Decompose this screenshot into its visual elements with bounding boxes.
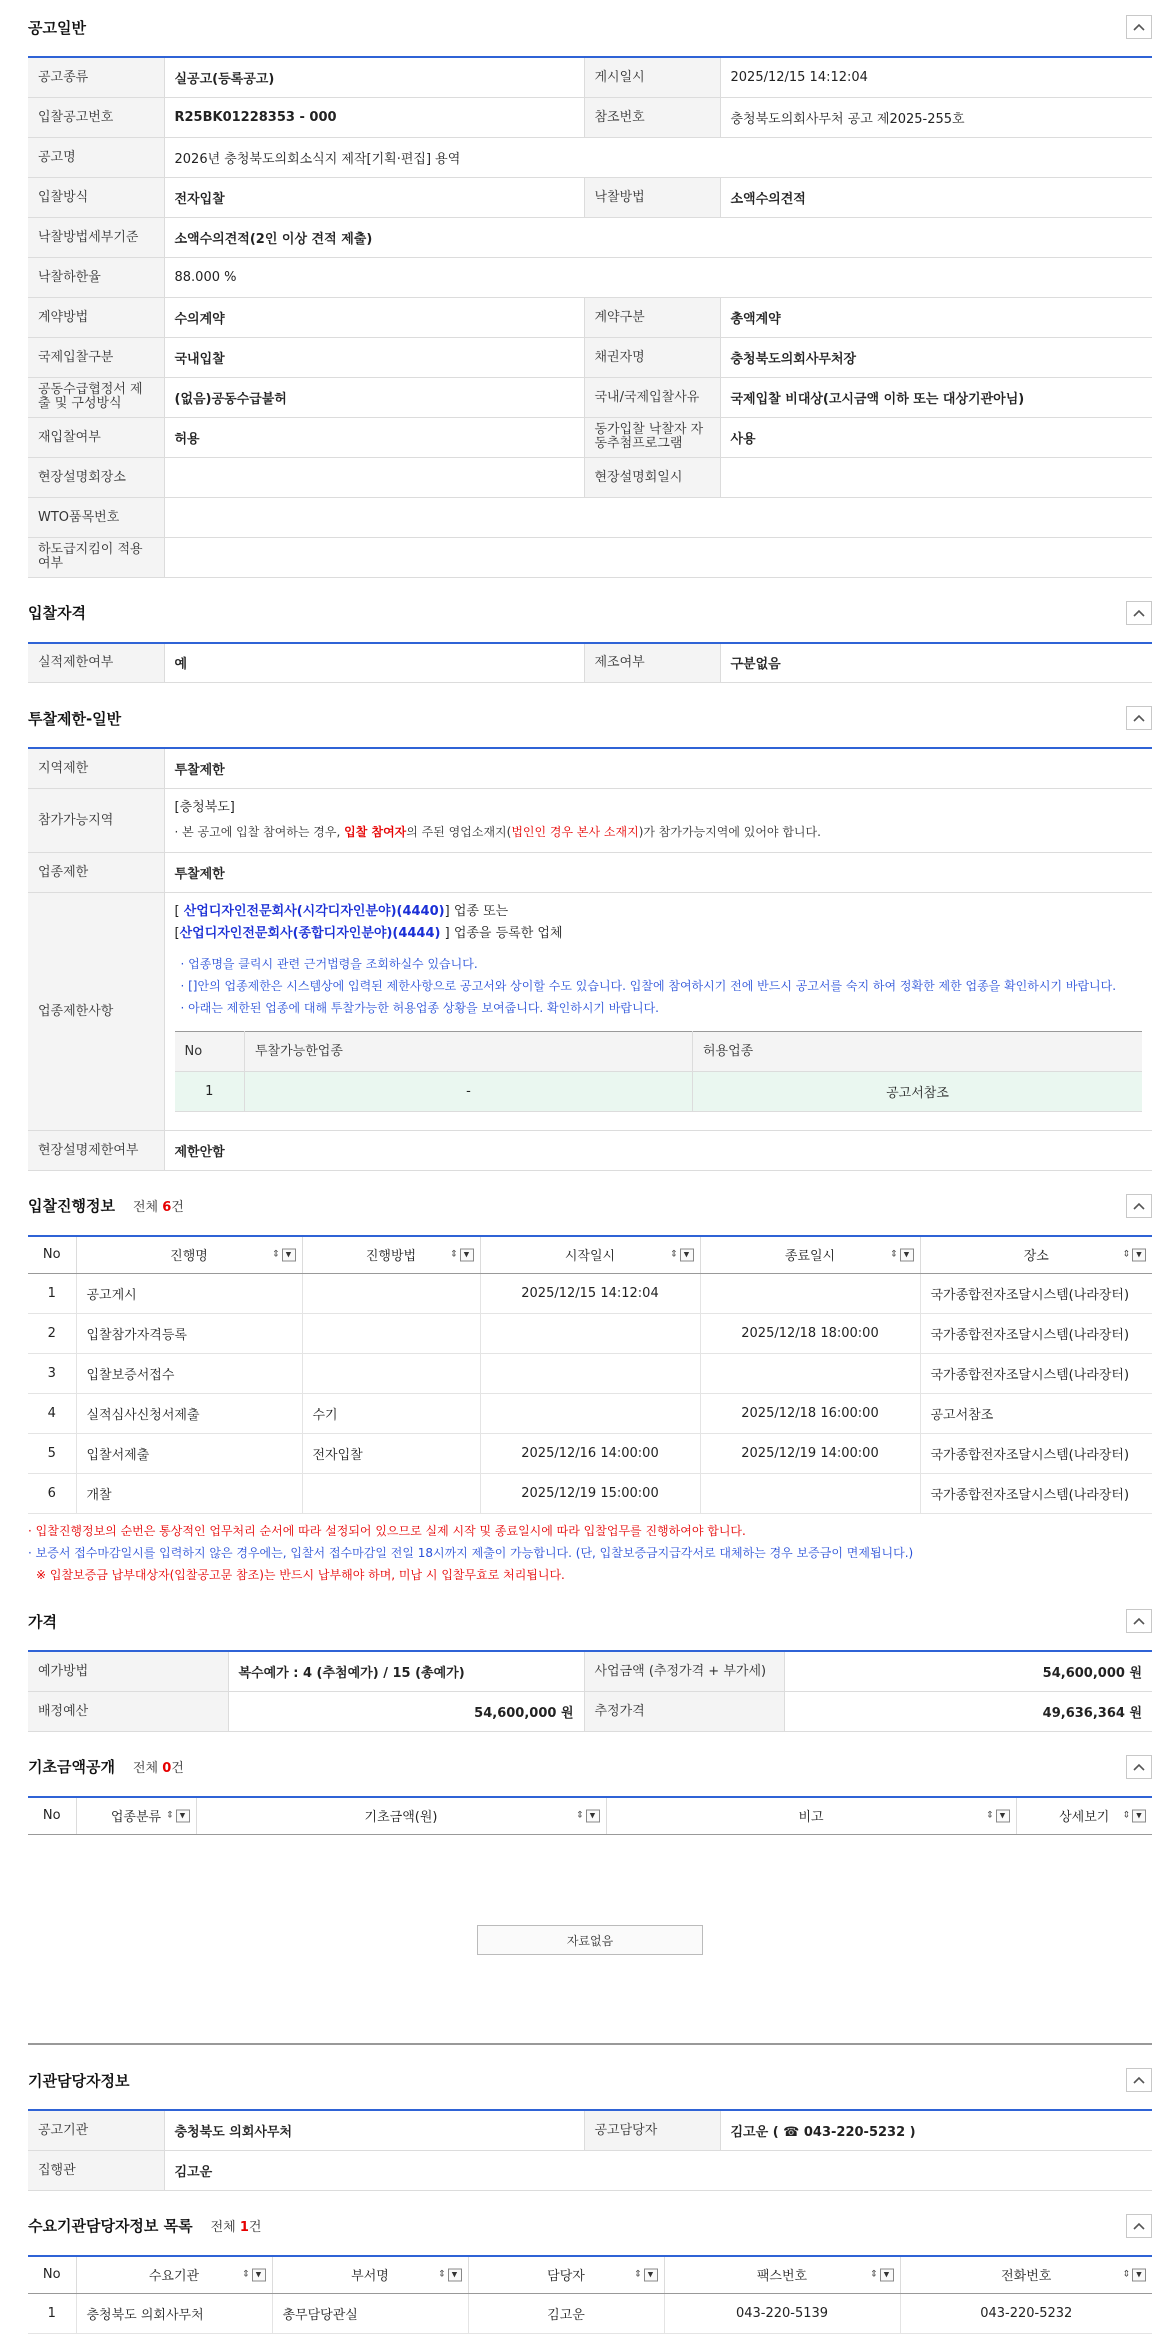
value-cell: 실공고(등록공고) bbox=[164, 57, 584, 97]
info-row bbox=[28, 417, 1152, 457]
filter-dropdown-icon[interactable]: ▼ bbox=[448, 2268, 462, 2281]
column-header-label: 부서명 bbox=[351, 2269, 389, 2284]
detail-cell bbox=[164, 892, 1152, 1130]
sort-controls bbox=[634, 2268, 658, 2281]
agency-table bbox=[28, 2109, 1152, 2191]
value-cell: 허용 bbox=[164, 417, 584, 457]
collapse-price-button[interactable] bbox=[1126, 1609, 1152, 1633]
count-text bbox=[133, 1761, 184, 1776]
value-cell: 사용 bbox=[720, 417, 1152, 457]
table-cell: 김고운 bbox=[468, 2294, 664, 2334]
chevron-up-icon bbox=[1133, 1763, 1145, 1771]
label-cell: 예가방법 bbox=[28, 1651, 228, 1691]
note-item: · 업종명을 클릭시 관련 근거법령을 조회하실수 있습니다. bbox=[181, 953, 1143, 975]
table-row[interactable] bbox=[28, 1394, 1152, 1434]
sort-controls bbox=[890, 1248, 914, 1261]
table-cell: 2025/12/18 16:00:00 bbox=[700, 1394, 920, 1434]
label-cell: 현장설명회일시 bbox=[584, 457, 720, 497]
column-header-label: 시작일시 bbox=[565, 1249, 615, 1264]
sort-controls bbox=[576, 1809, 600, 1822]
column-header[interactable] bbox=[900, 2256, 1152, 2294]
sort-controls bbox=[450, 1248, 474, 1261]
sort-icon[interactable]: ⇕ bbox=[450, 1250, 458, 1259]
cell: 1 bbox=[175, 1071, 245, 1111]
column-header[interactable] bbox=[920, 1236, 1152, 1274]
no-data-box: 자료없음 bbox=[477, 1925, 703, 1955]
sort-controls bbox=[870, 2268, 894, 2281]
column-header[interactable] bbox=[76, 2256, 272, 2294]
sort-controls bbox=[1122, 1248, 1146, 1261]
industry-line: [산업디자인전문회사(종합디자인분야)(4444) ] 업종을 등록한 업체 bbox=[175, 923, 1143, 945]
table-cell bbox=[302, 1274, 480, 1314]
table-cell: 입찰참가자격등록 bbox=[76, 1314, 302, 1354]
count-prefix: 전체 bbox=[211, 2220, 240, 2235]
table-cell: 공고서참조 bbox=[920, 1394, 1152, 1434]
label-cell: 업종제한 bbox=[28, 852, 164, 892]
restriction-title: 투찰제한-일반 bbox=[28, 708, 121, 729]
demand-table bbox=[28, 2255, 1152, 2334]
title-text: 입찰진행정보 bbox=[28, 1197, 115, 1215]
filter-dropdown-icon[interactable]: ▼ bbox=[282, 1248, 296, 1261]
value-cell: R25BK01228353 - 000 bbox=[164, 97, 584, 137]
collapse-restriction-button[interactable] bbox=[1126, 706, 1152, 730]
note-text: · 본 공고에 입찰 참여하는 경우, bbox=[175, 825, 345, 839]
value-cell: 국제입찰 비대상(고시금액 이하 또는 대상기관아님) bbox=[720, 377, 1152, 417]
table-cell: 실적심사신청서제출 bbox=[76, 1394, 302, 1434]
sort-icon[interactable]: ⇕ bbox=[1122, 2270, 1130, 2279]
sort-icon[interactable]: ⇕ bbox=[166, 1811, 174, 1820]
column-header[interactable] bbox=[272, 2256, 468, 2294]
table-cell: 2025/12/19 14:00:00 bbox=[700, 1434, 920, 1474]
label-cell: 추정가격 bbox=[584, 1691, 784, 1731]
collapse-base-amount-button[interactable] bbox=[1126, 1755, 1152, 1779]
label-cell: 국제입찰구분 bbox=[28, 337, 164, 377]
collapse-general-button[interactable] bbox=[1126, 15, 1152, 39]
table-cell bbox=[700, 1274, 920, 1314]
column-header[interactable] bbox=[76, 1236, 302, 1274]
count-text bbox=[133, 1200, 184, 1215]
column-header-label: 담당자 bbox=[547, 2269, 585, 2284]
demand-section-header bbox=[28, 2209, 1152, 2243]
info-row bbox=[28, 297, 1152, 337]
table-cell: 국가종합전자조달시스템(나라장터) bbox=[920, 1474, 1152, 1514]
table-cell: 충청북도 의회사무처 bbox=[76, 2294, 272, 2334]
label-cell: 공고기관 bbox=[28, 2110, 164, 2150]
filter-dropdown-icon[interactable]: ▼ bbox=[880, 2268, 894, 2281]
column-header[interactable] bbox=[468, 2256, 664, 2294]
base-amount-title bbox=[28, 1756, 184, 1777]
chevron-up-icon bbox=[1133, 23, 1145, 31]
sort-controls bbox=[166, 1809, 190, 1822]
count-value: 6 bbox=[162, 1200, 171, 1215]
table-cell: 공고게시 bbox=[76, 1274, 302, 1314]
label-cell: 공고담당자 bbox=[584, 2110, 720, 2150]
collapse-demand-button[interactable] bbox=[1126, 2214, 1152, 2238]
sort-icon[interactable]: ⇕ bbox=[670, 1250, 678, 1259]
sort-controls bbox=[1122, 2268, 1146, 2281]
table-cell bbox=[480, 1314, 700, 1354]
value-cell bbox=[164, 497, 1152, 537]
count-value: 1 bbox=[240, 2220, 249, 2235]
label-cell: 하도급지킴이 적용여부 bbox=[28, 537, 164, 577]
column-header[interactable] bbox=[1016, 1797, 1152, 1835]
title-text: 기초금액공개 bbox=[28, 1758, 115, 1776]
value-cell: 국내입찰 bbox=[164, 337, 584, 377]
price-table bbox=[28, 1650, 1152, 1732]
chevron-up-icon bbox=[1133, 1202, 1145, 1210]
column-header[interactable] bbox=[302, 1236, 480, 1274]
agency-section-header bbox=[28, 2063, 1152, 2097]
restriction-table bbox=[28, 747, 1152, 1171]
info-row bbox=[28, 97, 1152, 137]
label-cell: 낙찰방법세부기준 bbox=[28, 217, 164, 257]
label-cell: 낙찰방법 bbox=[584, 177, 720, 217]
table-cell: 043-220-5139 bbox=[664, 2294, 900, 2334]
collapse-agency-button[interactable] bbox=[1126, 2068, 1152, 2092]
info-row bbox=[28, 137, 1152, 177]
value-cell: 2026년 충청북도의회소식지 제작[기획·편집] 용역 bbox=[164, 137, 1152, 177]
value-cell: 54,600,000 원 bbox=[784, 1651, 1152, 1691]
note-item: ※ 입찰보증금 납부대상자(입찰공고문 참조)는 반드시 납부해야 하며, 미납 시 입찰무효로 처리됩니다. bbox=[28, 1564, 1152, 1586]
label-cell: 참조번호 bbox=[584, 97, 720, 137]
sort-controls bbox=[670, 1248, 694, 1261]
column-header[interactable] bbox=[28, 1236, 76, 1274]
label-cell: 현장설명회장소 bbox=[28, 457, 164, 497]
info-row bbox=[28, 57, 1152, 97]
count-text bbox=[211, 2220, 262, 2235]
value-cell: 투찰제한 bbox=[164, 852, 1152, 892]
collapse-qualification-button[interactable] bbox=[1126, 601, 1152, 625]
label-cell: 게시일시 bbox=[584, 57, 720, 97]
table-cell: 국가종합전자조달시스템(나라장터) bbox=[920, 1434, 1152, 1474]
chevron-up-icon bbox=[1133, 1617, 1145, 1625]
table-cell: 2025/12/16 14:00:00 bbox=[480, 1434, 700, 1474]
table-cell: 입찰서제출 bbox=[76, 1434, 302, 1474]
table-cell: 2 bbox=[28, 1314, 76, 1354]
table-row[interactable] bbox=[28, 1274, 1152, 1314]
value-cell: 총액계약 bbox=[720, 297, 1152, 337]
cell: - bbox=[245, 1071, 693, 1111]
table-cell bbox=[700, 1474, 920, 1514]
demand-title bbox=[28, 2215, 261, 2236]
value-cell: 복수예가 : 4 (추첨예가) / 15 (총예가) bbox=[228, 1651, 584, 1691]
label-cell: 국내/국제입찰사유 bbox=[584, 377, 720, 417]
value-cell: 충청북도의회사무처 공고 제2025-255호 bbox=[720, 97, 1152, 137]
column-header-label: 상세보기 bbox=[1059, 1810, 1109, 1825]
table-cell: 국가종합전자조달시스템(나라장터) bbox=[920, 1354, 1152, 1394]
label-cell: 제조여부 bbox=[584, 643, 720, 683]
chevron-up-icon bbox=[1133, 2076, 1145, 2084]
industry-suffix: 업종을 등록한 업체 bbox=[450, 926, 563, 941]
table-cell: 4 bbox=[28, 1394, 76, 1434]
info-row bbox=[28, 177, 1152, 217]
progress-notes bbox=[28, 1514, 1152, 1586]
sort-icon[interactable]: ⇕ bbox=[272, 1250, 280, 1259]
filter-dropdown-icon[interactable]: ▼ bbox=[996, 1809, 1010, 1822]
table-row[interactable] bbox=[28, 1314, 1152, 1354]
value-cell: 예 bbox=[164, 643, 584, 683]
note-red-text: 법인인 경우 본사 소재지 bbox=[511, 825, 638, 839]
chevron-up-icon bbox=[1133, 609, 1145, 617]
label-cell: 사업금액 (추정가격 + 부가세) bbox=[584, 1651, 784, 1691]
label-cell: 재입찰여부 bbox=[28, 417, 164, 457]
sort-icon[interactable]: ⇕ bbox=[576, 1811, 584, 1820]
table-cell: 2025/12/19 15:00:00 bbox=[480, 1474, 700, 1514]
sort-icon[interactable]: ⇕ bbox=[890, 1250, 898, 1259]
area-note bbox=[175, 820, 1143, 844]
label-cell: 실적제한여부 bbox=[28, 643, 164, 683]
table-cell: 3 bbox=[28, 1354, 76, 1394]
column-header-label: 업종분류 bbox=[111, 1810, 161, 1825]
column-header-label: No bbox=[43, 1247, 61, 1262]
note-item: · 아래는 제한된 업종에 대해 투찰가능한 허용업종 상황을 보여줍니다. 확인하시기 바랍니다. bbox=[181, 997, 1143, 1019]
sort-icon[interactable]: ⇕ bbox=[870, 2270, 878, 2279]
column-header[interactable] bbox=[28, 1797, 76, 1835]
table-cell bbox=[302, 1354, 480, 1394]
table-cell: 2025/12/18 18:00:00 bbox=[700, 1314, 920, 1354]
agency-title: 기관담당자정보 bbox=[28, 2070, 129, 2091]
label-cell: 입찰방식 bbox=[28, 177, 164, 217]
count-suffix: 건 bbox=[249, 2220, 262, 2235]
info-row bbox=[28, 377, 1152, 417]
sort-icon[interactable]: ⇕ bbox=[242, 2270, 250, 2279]
column-header-label: 장소 bbox=[1024, 1249, 1049, 1264]
label-cell: 공고종류 bbox=[28, 57, 164, 97]
chevron-up-icon bbox=[1133, 2222, 1145, 2230]
general-title: 공고일반 bbox=[28, 17, 86, 38]
table-row[interactable] bbox=[28, 1474, 1152, 1514]
value-cell: 충청북도의회사무처장 bbox=[720, 337, 1152, 377]
table-row[interactable] bbox=[28, 2294, 1152, 2334]
industry-link-4440[interactable]: 산업디자인전문회사(시각디자인분야)(4440) bbox=[184, 904, 445, 919]
progress-title bbox=[28, 1195, 184, 1216]
value-cell: 49,636,364 원 bbox=[784, 1691, 1152, 1731]
column-header-label: 수요기관 bbox=[149, 2269, 199, 2284]
info-row bbox=[28, 497, 1152, 537]
column-header-label: 진행방법 bbox=[366, 1249, 416, 1264]
info-row bbox=[28, 457, 1152, 497]
general-section-header bbox=[28, 10, 1152, 44]
table-cell: 2025/12/15 14:12:04 bbox=[480, 1274, 700, 1314]
price-section-header bbox=[28, 1604, 1152, 1638]
label-cell: WTO품목번호 bbox=[28, 497, 164, 537]
filter-dropdown-icon[interactable]: ▼ bbox=[644, 2268, 658, 2281]
count-prefix: 전체 bbox=[133, 1761, 162, 1776]
filter-dropdown-icon[interactable]: ▼ bbox=[680, 1248, 694, 1261]
label-cell: 낙찰하한율 bbox=[28, 257, 164, 297]
table-cell: 입찰보증서접수 bbox=[76, 1354, 302, 1394]
table-cell bbox=[302, 1474, 480, 1514]
label-cell: 지역제한 bbox=[28, 748, 164, 788]
column-header-label: 팩스번호 bbox=[757, 2269, 807, 2284]
value-cell: 제한안함 bbox=[164, 1130, 1152, 1170]
table-cell bbox=[700, 1354, 920, 1394]
column-header[interactable] bbox=[28, 2256, 76, 2294]
label-cell: 배정예산 bbox=[28, 1691, 228, 1731]
column-header: 허용업종 bbox=[693, 1031, 1143, 1071]
value-cell: 김고운 ( ☎ 043-220-5232 ) bbox=[720, 2110, 1152, 2150]
table-cell: 6 bbox=[28, 1474, 76, 1514]
progress-table bbox=[28, 1235, 1152, 1515]
progress-section-header bbox=[28, 1189, 1152, 1223]
label-cell: 공동수급협정서 제출 및 구성방식 bbox=[28, 377, 164, 417]
value-cell: 88.000 % bbox=[164, 257, 1152, 297]
column-header[interactable] bbox=[76, 1797, 196, 1835]
table-cell: 총무담당관실 bbox=[272, 2294, 468, 2334]
sort-controls bbox=[438, 2268, 462, 2281]
filter-dropdown-icon[interactable]: ▼ bbox=[1132, 1248, 1146, 1261]
base-amount-empty-area bbox=[28, 1835, 1152, 2045]
filter-dropdown-icon[interactable]: ▼ bbox=[900, 1248, 914, 1261]
info-row bbox=[28, 337, 1152, 377]
table-cell bbox=[480, 1354, 700, 1394]
qualification-section-header bbox=[28, 596, 1152, 630]
qualification-title: 입찰자격 bbox=[28, 602, 86, 623]
allowed-industry-table bbox=[175, 1031, 1143, 1112]
value-cell: 소액수의견적 bbox=[720, 177, 1152, 217]
table-row[interactable] bbox=[28, 1354, 1152, 1394]
value-cell: 소액수의견적(2인 이상 견적 제출) bbox=[164, 217, 1152, 257]
value-cell: (없음)공동수급불허 bbox=[164, 377, 584, 417]
table-cell: 전자입찰 bbox=[302, 1434, 480, 1474]
table-cell bbox=[302, 1314, 480, 1354]
column-header-label: 진행명 bbox=[170, 1249, 208, 1264]
chevron-up-icon bbox=[1133, 714, 1145, 722]
general-table bbox=[28, 56, 1152, 578]
table-cell: 1 bbox=[28, 1274, 76, 1314]
value-cell bbox=[164, 537, 1152, 577]
label-cell: 집행관 bbox=[28, 2150, 164, 2190]
count-value: 0 bbox=[162, 1761, 171, 1776]
table-cell bbox=[480, 1394, 700, 1434]
label-cell: 계약구분 bbox=[584, 297, 720, 337]
table-row bbox=[175, 1071, 1143, 1111]
table-cell: 국가종합전자조달시스템(나라장터) bbox=[920, 1314, 1152, 1354]
column-header-label: 종료일시 bbox=[785, 1249, 835, 1264]
filter-dropdown-icon[interactable]: ▼ bbox=[1132, 1809, 1146, 1822]
note-red-text: 입찰 참여자 bbox=[344, 825, 406, 839]
count-prefix: 전체 bbox=[133, 1200, 162, 1215]
bid-notice-page bbox=[0, 10, 1174, 2314]
note-item: · []안의 업종제한은 시스템상에 입력된 제한사항으로 공고서와 상이할 수도 있습니다. 입찰에 참여하시기 전에 반드시 공고서를 숙지 하여 정확한 제한 업종을 확인하시기 바랍니다. bbox=[181, 975, 1143, 997]
industry-notes bbox=[181, 953, 1143, 1019]
info-row bbox=[28, 217, 1152, 257]
table-cell: 수기 bbox=[302, 1394, 480, 1434]
column-header[interactable] bbox=[480, 1236, 700, 1274]
label-cell: 현장설명제한여부 bbox=[28, 1130, 164, 1170]
filter-dropdown-icon[interactable]: ▼ bbox=[176, 1809, 190, 1822]
value-cell: 2025/12/15 14:12:04 bbox=[720, 57, 1152, 97]
info-row bbox=[28, 257, 1152, 297]
title-text: 수요기관담당자정보 목록 bbox=[28, 2217, 193, 2235]
column-header[interactable] bbox=[700, 1236, 920, 1274]
note-text: 의 주된 영업소재지( bbox=[406, 825, 511, 839]
value-cell: 충청북도 의회사무처 bbox=[164, 2110, 584, 2150]
note-item: · 보증서 접수마감일시를 입력하지 않은 경우에는, 입찰서 접수마감일 전일 18시까지 제출이 가능합니다. (단, 입찰보증금지급각서로 대체하는 경우 보증금이 면제됩니다.) bbox=[28, 1542, 1152, 1564]
sort-icon[interactable]: ⇕ bbox=[1122, 1811, 1130, 1820]
sort-icon[interactable]: ⇕ bbox=[634, 2270, 642, 2279]
label-cell: 동가입찰 낙찰자 자동추첨프로그램 bbox=[584, 417, 720, 457]
column-header-label: No bbox=[43, 2267, 61, 2282]
area-cell bbox=[164, 788, 1152, 852]
sort-icon[interactable]: ⇕ bbox=[986, 1811, 994, 1820]
table-cell: 개찰 bbox=[76, 1474, 302, 1514]
label-cell: 채권자명 bbox=[584, 337, 720, 377]
sort-controls bbox=[242, 2268, 266, 2281]
qualification-table bbox=[28, 642, 1152, 684]
base-amount-section-header bbox=[28, 1750, 1152, 1784]
column-header[interactable] bbox=[664, 2256, 900, 2294]
value-cell: 구분없음 bbox=[720, 643, 1152, 683]
sort-controls bbox=[272, 1248, 296, 1261]
value-cell: 54,600,000 원 bbox=[228, 1691, 584, 1731]
column-header-label: 비고 bbox=[798, 1810, 823, 1825]
industry-suffix: 업종 또는 bbox=[450, 904, 509, 919]
column-header-label: 기초금액(원) bbox=[365, 1810, 438, 1825]
table-row[interactable] bbox=[28, 1434, 1152, 1474]
sort-icon[interactable]: ⇕ bbox=[1122, 1250, 1130, 1259]
table-cell: 043-220-5232 bbox=[900, 2294, 1152, 2334]
note-item: · 입찰진행정보의 순번은 통상적인 업무처리 순서에 따라 설정되어 있으므로 실제 시작 및 종료일시에 따라 입찰업무를 진행하여야 합니다. bbox=[28, 1520, 1152, 1542]
label-cell: 업종제한사항 bbox=[28, 892, 164, 1130]
info-row bbox=[28, 537, 1152, 577]
value-cell bbox=[720, 457, 1152, 497]
label-cell: 계약방법 bbox=[28, 297, 164, 337]
base-amount-table bbox=[28, 1796, 1152, 1836]
count-suffix: 건 bbox=[171, 1200, 184, 1215]
table-cell: 1 bbox=[28, 2294, 76, 2334]
label-cell: 공고명 bbox=[28, 137, 164, 177]
filter-dropdown-icon[interactable]: ▼ bbox=[1132, 2268, 1146, 2281]
filter-dropdown-icon[interactable]: ▼ bbox=[586, 1809, 600, 1822]
note-text: )가 참가가능지역에 있어야 합니다. bbox=[639, 825, 821, 839]
sort-controls bbox=[1122, 1809, 1146, 1822]
label-cell: 입찰공고번호 bbox=[28, 97, 164, 137]
table-cell: 국가종합전자조달시스템(나라장터) bbox=[920, 1274, 1152, 1314]
column-header: No bbox=[175, 1031, 245, 1071]
value-cell: 전자입찰 bbox=[164, 177, 584, 217]
industry-link-4444[interactable]: 산업디자인전문회사(종합디자인분야)(4444) bbox=[180, 926, 441, 941]
label-cell: 참가가능지역 bbox=[28, 788, 164, 852]
collapse-progress-button[interactable] bbox=[1126, 1194, 1152, 1218]
value-cell: 투찰제한 bbox=[164, 748, 1152, 788]
value-cell: 수의계약 bbox=[164, 297, 584, 337]
restriction-section-header bbox=[28, 701, 1152, 735]
sort-controls bbox=[986, 1809, 1010, 1822]
column-header: 투찰가능한업종 bbox=[245, 1031, 693, 1071]
cell: 공고서참조 bbox=[693, 1071, 1143, 1111]
area-value: [충청북도] bbox=[175, 796, 1143, 820]
sort-icon[interactable]: ⇕ bbox=[438, 2270, 446, 2279]
column-header[interactable] bbox=[606, 1797, 1016, 1835]
column-header[interactable] bbox=[196, 1797, 606, 1835]
value-cell: 김고운 bbox=[164, 2150, 1152, 2190]
filter-dropdown-icon[interactable]: ▼ bbox=[460, 1248, 474, 1261]
column-header-label: 전화번호 bbox=[1001, 2269, 1051, 2284]
column-header-label: No bbox=[43, 1808, 61, 1823]
value-cell bbox=[164, 457, 584, 497]
count-suffix: 건 bbox=[171, 1761, 184, 1776]
industry-line: [ 산업디자인전문회사(시각디자인분야)(4440)] 업종 또는 bbox=[175, 901, 1143, 923]
table-cell: 5 bbox=[28, 1434, 76, 1474]
price-title: 가격 bbox=[28, 1611, 57, 1632]
filter-dropdown-icon[interactable]: ▼ bbox=[252, 2268, 266, 2281]
